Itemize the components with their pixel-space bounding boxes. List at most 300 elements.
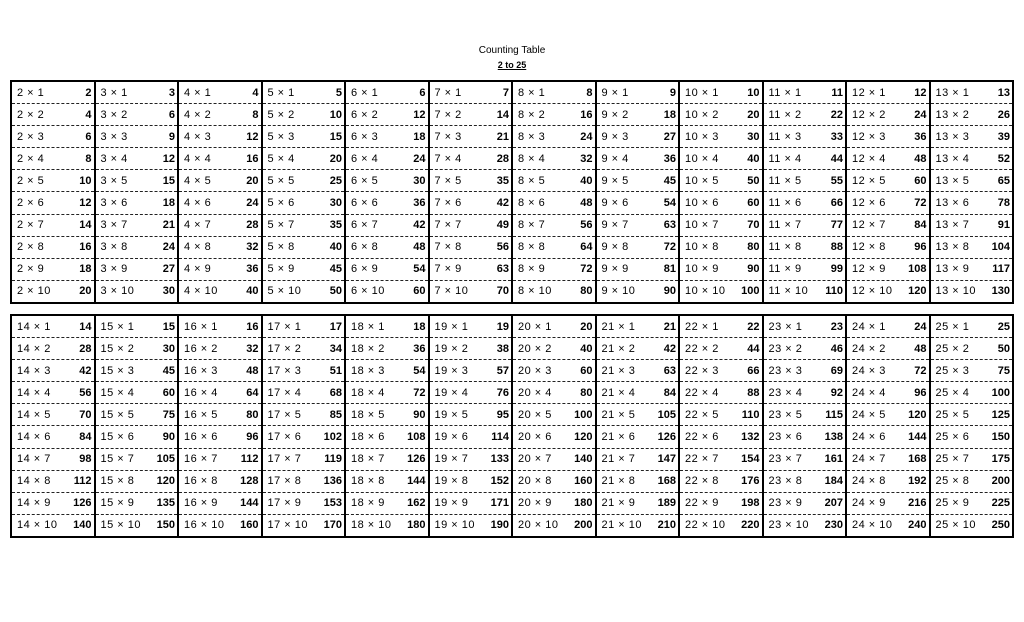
multiplication-expression: 2 × 1 [17,86,45,99]
multiplication-expression: 3 × 3 [100,130,128,143]
multiplication-expression: 4 × 7 [184,219,212,232]
table-cell [597,316,679,338]
table-cell [346,316,428,338]
table-cell [680,471,762,493]
product-value: 88 [747,386,760,399]
multiplication-expression: 24 × 5 [852,408,886,421]
product-value: 7 [502,86,509,99]
table-cell [346,281,428,302]
table-cell [680,237,762,259]
product-value: 28 [496,152,509,165]
document-title: Counting Table [478,45,546,56]
multiplication-expression: 18 × 8 [351,475,385,488]
table-cell [764,281,846,302]
product-value: 26 [997,108,1010,121]
product-value: 42 [79,364,92,377]
table-cell [430,259,512,281]
product-value: 200 [574,519,593,532]
table-cell [931,281,1013,302]
product-value: 9 [168,130,175,143]
table-cell [764,360,846,382]
multiplication-expression: 9 × 3 [601,130,629,143]
product-value: 50 [329,285,342,298]
table-cell [96,449,178,471]
table-cell [847,192,929,214]
table-cell [847,170,929,192]
table-cell [179,281,261,302]
multiplication-expression: 17 × 1 [267,320,302,333]
table-cell [931,382,1013,404]
table-cell [96,338,178,360]
multiplication-expression: 8 × 8 [518,241,546,254]
product-value: 45 [329,263,342,276]
table-column [12,82,96,302]
multiplication-expression: 14 × 5 [17,408,51,421]
table-cell [346,215,428,237]
table-cell [430,148,512,170]
table-cell [680,148,762,170]
table-cell [847,281,929,302]
table-cell [680,104,762,126]
table-cell [680,404,762,426]
table-cell [513,259,595,281]
product-value: 24 [914,320,927,333]
product-value: 126 [407,453,426,466]
multiplication-expression: 5 × 10 [267,285,302,298]
table-cell [513,104,595,126]
multiplication-expression: 25 × 6 [935,431,970,444]
product-value: 8 [252,108,259,121]
product-value: 24 [914,108,927,121]
product-value: 115 [825,408,843,421]
multiplication-expression: 6 × 8 [351,241,379,254]
multiplication-expression: 3 × 2 [100,108,128,121]
product-value: 138 [824,431,843,444]
product-value: 161 [824,453,843,466]
multiplication-expression: 18 × 6 [351,431,385,444]
table-cell [346,82,428,104]
product-value: 150 [156,519,175,532]
multiplication-expression: 19 × 2 [434,342,469,355]
table-cell [597,281,679,302]
table-cell [847,316,929,338]
table-cell [513,515,595,536]
multiplication-expression: 22 × 3 [685,364,719,377]
product-value: 40 [580,342,593,355]
product-value: 72 [914,364,927,377]
product-value: 66 [747,364,760,377]
multiplication-expression: 24 × 7 [852,453,886,466]
table-cell [263,237,345,259]
table-cell [597,471,679,493]
table-cell [597,82,679,104]
table-cell [263,404,345,426]
multiplication-expression: 4 × 5 [184,174,212,187]
multiplication-expression: 6 × 3 [351,130,379,143]
multiplication-expression: 11 × 2 [768,108,802,121]
table-cell [12,215,94,237]
multiplication-expression: 21 × 9 [601,497,636,510]
product-value: 40 [747,152,760,165]
table-cell [513,82,595,104]
multiplication-expression: 20 × 10 [518,519,559,532]
multiplication-expression: 14 × 3 [17,364,51,377]
multiplication-expression: 4 × 2 [184,108,212,121]
product-value: 119 [324,453,342,466]
product-value: 40 [329,241,342,254]
multiplication-expression: 12 × 10 [852,285,893,298]
table-cell [12,471,94,493]
multiplication-expression: 11 × 10 [768,285,809,298]
table-cell [847,237,929,259]
table-cell [12,493,94,515]
table-cell [597,259,679,281]
table-cell [263,82,345,104]
table-cell [764,382,846,404]
product-value: 100 [991,386,1010,399]
multiplication-expression: 13 × 2 [935,108,970,121]
table-cell [680,449,762,471]
multiplication-expression: 12 × 2 [852,108,886,121]
product-value: 180 [574,497,593,510]
multiplication-expression: 22 × 5 [685,408,719,421]
multiplication-expression: 13 × 7 [935,219,970,232]
multiplication-expression: 19 × 5 [434,408,469,421]
multiplication-expression: 2 × 6 [17,197,45,210]
multiplication-expression: 12 × 3 [852,130,886,143]
multiplication-expression: 15 × 2 [100,342,135,355]
multiplication-expression: 19 × 7 [434,453,469,466]
product-value: 154 [741,453,760,466]
product-value: 19 [496,320,509,333]
table-cell [263,338,345,360]
product-value: 88 [830,241,843,254]
table-cell [263,382,345,404]
product-value: 34 [329,342,342,355]
table-cell [597,126,679,148]
multiplication-expression: 25 × 1 [935,320,970,333]
product-value: 36 [914,130,927,143]
product-value: 92 [830,386,843,399]
table-column [12,316,96,536]
table-column [96,82,180,302]
multiplication-expression: 18 × 1 [351,320,385,333]
multiplication-expression: 18 × 7 [351,453,385,466]
product-value: 12 [246,130,259,143]
multiplication-expression: 7 × 7 [434,219,462,232]
table-cell [96,259,178,281]
table-cell [12,515,94,536]
multiplication-expression: 25 × 10 [935,519,977,532]
table-cell [597,404,679,426]
table-cell [931,82,1013,104]
product-value: 14 [496,108,509,121]
product-value: 132 [741,431,760,444]
product-value: 250 [991,519,1010,532]
multiplication-expression: 25 × 5 [935,408,970,421]
product-value: 63 [496,263,509,276]
product-value: 150 [991,431,1010,444]
table-cell [346,104,428,126]
product-value: 102 [323,431,342,444]
multiplication-expression: 21 × 3 [601,364,636,377]
table-cell [430,104,512,126]
product-value: 24 [246,197,259,210]
product-value: 175 [991,453,1010,466]
multiplication-expression: 5 × 3 [267,130,295,143]
table-cell [764,515,846,536]
product-value: 48 [413,241,426,254]
product-value: 12 [914,86,927,99]
product-value: 42 [413,219,426,232]
table-cell [346,515,428,536]
table-cell [346,170,428,192]
table-cell [847,493,929,515]
table-cell [513,471,595,493]
multiplication-expression: 13 × 9 [935,263,970,276]
table-cell [12,148,94,170]
product-value: 42 [496,197,509,210]
table-cell [513,316,595,338]
multiplication-expression: 17 × 2 [267,342,302,355]
product-value: 69 [830,364,843,377]
product-value: 21 [663,320,676,333]
product-value: 56 [580,219,593,232]
product-value: 6 [168,108,175,121]
product-value: 95 [496,408,509,421]
multiplication-expression: 9 × 8 [601,241,629,254]
multiplication-expression: 10 × 4 [685,152,719,165]
product-value: 63 [663,364,676,377]
table-cell [96,82,178,104]
multiplication-expression: 9 × 9 [601,263,629,276]
table-cell [764,404,846,426]
multiplication-expression: 20 × 2 [518,342,552,355]
product-value: 27 [162,263,175,276]
product-value: 91 [997,219,1010,232]
product-value: 190 [490,519,509,532]
product-value: 136 [323,475,342,488]
multiplication-expression: 4 × 3 [184,130,212,143]
table-cell [430,170,512,192]
product-value: 171 [490,497,509,510]
product-value: 64 [580,241,593,254]
table-cell [263,493,345,515]
multiplication-expression: 22 × 6 [685,431,719,444]
table-cell [12,82,94,104]
multiplication-expression: 15 × 10 [100,519,142,532]
multiplication-expression: 11 × 5 [768,174,802,187]
table-cell [597,382,679,404]
table-cell [346,449,428,471]
table-cell [597,493,679,515]
table-cell [597,426,679,448]
table-cell [680,126,762,148]
table-cell [764,471,846,493]
product-value: 225 [991,497,1010,510]
table-column [179,316,263,536]
multiplication-expression: 24 × 9 [852,497,886,510]
multiplication-expression: 11 × 9 [768,263,802,276]
product-value: 16 [79,241,92,254]
product-value: 96 [914,386,927,399]
multiplication-expression: 15 × 5 [100,408,135,421]
table-cell [179,404,261,426]
multiplication-expression: 20 × 5 [518,408,552,421]
product-value: 77 [830,219,843,232]
table-cell [430,426,512,448]
table-cell [263,192,345,214]
multiplication-expression: 17 × 6 [267,431,302,444]
product-value: 30 [329,197,342,210]
multiplication-expression: 22 × 4 [685,386,719,399]
product-value: 162 [407,497,426,510]
table-cell [597,338,679,360]
multiplication-expression: 7 × 5 [434,174,462,187]
product-value: 189 [657,497,676,510]
table-cell [597,237,679,259]
product-value: 200 [991,475,1010,488]
multiplication-expression: 22 × 8 [685,475,719,488]
multiplication-expression: 18 × 9 [351,497,385,510]
product-value: 81 [663,263,676,276]
multiplication-expression: 7 × 6 [434,197,462,210]
product-value: 80 [747,241,760,254]
table-cell [346,237,428,259]
product-value: 80 [580,285,593,298]
multiplication-expression: 5 × 5 [267,174,295,187]
table-cell [597,360,679,382]
table-cell [597,104,679,126]
table-cell [764,449,846,471]
table-cell [96,281,178,302]
table-cell [931,338,1013,360]
multiplication-expression: 11 × 6 [768,197,802,210]
multiplication-expression: 15 × 7 [100,453,135,466]
multiplication-expression: 19 × 1 [434,320,469,333]
multiplication-expression: 25 × 9 [935,497,970,510]
table-cell [96,426,178,448]
table-cell [680,192,762,214]
table-cell [346,382,428,404]
multiplication-expression: 23 × 10 [768,519,810,532]
multiplication-expression: 14 × 9 [17,497,51,510]
table-cell [931,237,1013,259]
multiplication-expression: 5 × 4 [267,152,295,165]
product-value: 12 [162,152,175,165]
multiplication-expression: 13 × 3 [935,130,970,143]
product-value: 42 [663,342,676,355]
product-value: 68 [329,386,342,399]
product-value: 16 [580,108,593,121]
multiplication-expression: 15 × 6 [100,431,135,444]
table-cell [12,259,94,281]
multiplication-expression: 4 × 6 [184,197,212,210]
product-value: 117 [992,263,1010,276]
multiplication-expression: 9 × 7 [601,219,629,232]
table-column [764,316,848,536]
table-cell [680,360,762,382]
table-cell [764,316,846,338]
multiplication-expression: 5 × 8 [267,241,295,254]
multiplication-expression: 15 × 4 [100,386,135,399]
product-value: 60 [580,364,593,377]
product-value: 35 [496,174,509,187]
product-value: 133 [490,453,509,466]
table-column [597,316,681,536]
multiplication-expression: 12 × 4 [852,152,886,165]
table-cell [430,382,512,404]
product-value: 126 [73,497,92,510]
table-cell [179,104,261,126]
multiplication-expression: 2 × 10 [17,285,51,298]
product-value: 114 [491,431,509,444]
product-value: 20 [79,285,92,298]
table-cell [513,281,595,302]
product-value: 78 [997,197,1010,210]
table-cell [430,515,512,536]
product-value: 38 [496,342,509,355]
table-cell [263,426,345,448]
product-value: 65 [997,174,1010,187]
product-value: 28 [79,342,92,355]
multiplication-expression: 17 × 3 [267,364,302,377]
table-cell [12,404,94,426]
multiplication-expression: 21 × 6 [601,431,636,444]
multiplication-expression: 5 × 1 [267,86,295,99]
multiplication-expression: 16 × 4 [184,386,218,399]
multiplication-expression: 10 × 7 [685,219,719,232]
multiplication-expression: 21 × 10 [601,519,643,532]
multiplication-expression: 16 × 10 [184,519,225,532]
multiplication-expression: 25 × 4 [935,386,970,399]
table-cell [12,170,94,192]
product-value: 210 [657,519,676,532]
multiplication-expression: 2 × 8 [17,241,45,254]
product-value: 230 [824,519,843,532]
table-cell [96,382,178,404]
multiplication-expression: 2 × 5 [17,174,45,187]
table-cell [764,126,846,148]
table-cell [680,515,762,536]
multiplication-expression: 9 × 2 [601,108,629,121]
table-cell [263,515,345,536]
multiplication-expression: 14 × 7 [17,453,51,466]
product-value: 64 [246,386,259,399]
table-cell [12,382,94,404]
product-value: 36 [663,152,676,165]
product-value: 24 [162,241,175,254]
table-column [96,316,180,536]
table-cell [179,449,261,471]
multiplication-expression: 13 × 6 [935,197,970,210]
multiplication-expression: 15 × 1 [100,320,135,333]
product-value: 25 [329,174,342,187]
table-cell [96,104,178,126]
multiplication-expression: 11 × 4 [768,152,802,165]
table-cell [346,404,428,426]
product-value: 22 [747,320,760,333]
multiplication-expression: 7 × 2 [434,108,462,121]
table-cell [430,338,512,360]
table-cell [263,170,345,192]
table-cell [12,126,94,148]
multiplication-expression: 10 × 8 [685,241,719,254]
multiplication-expression: 4 × 8 [184,241,212,254]
multiplication-expression: 6 × 7 [351,219,379,232]
product-value: 72 [663,241,676,254]
multiplication-expression: 21 × 2 [601,342,636,355]
